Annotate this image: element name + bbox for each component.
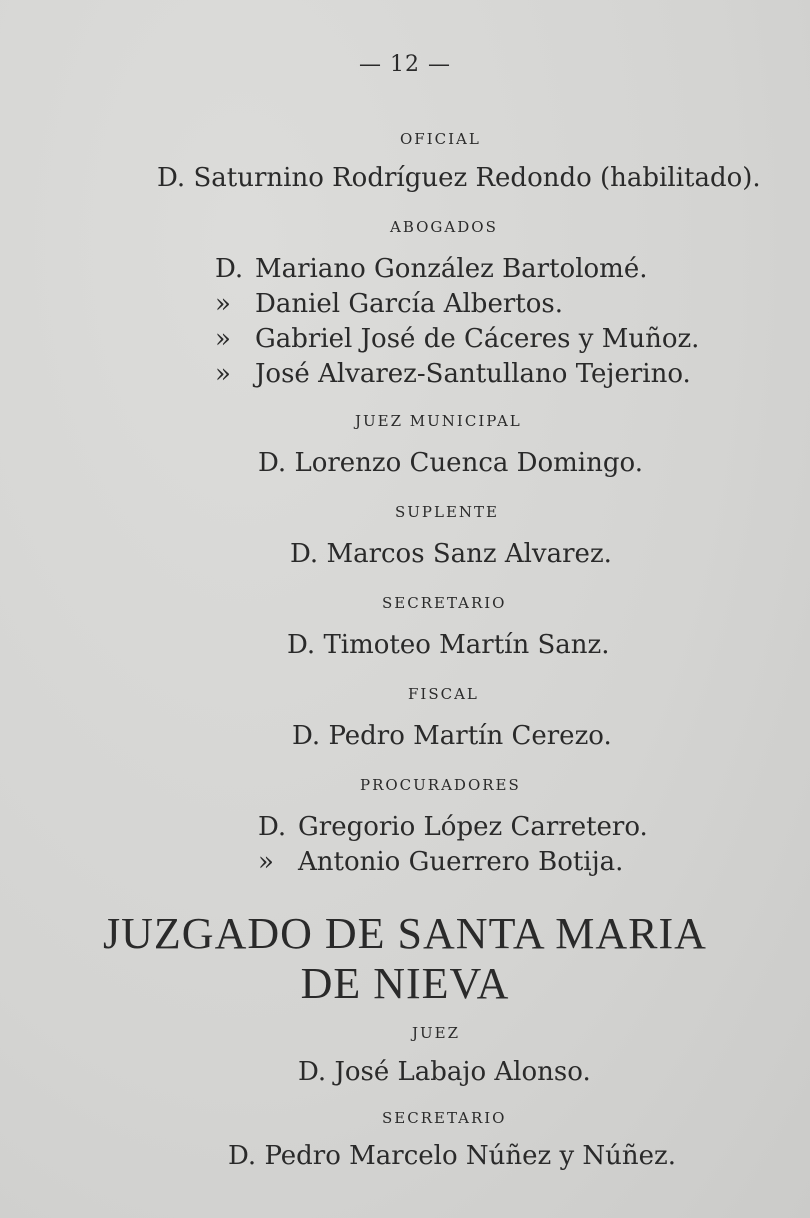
page-number: — 12 — — [359, 52, 451, 77]
ditto-mark: » — [215, 359, 231, 389]
section-heading-fiscal: FISCAL — [408, 685, 479, 703]
section-heading-oficial: OFICIAL — [400, 130, 481, 148]
entry-suplente: D. Marcos Sanz Alvarez. — [290, 539, 612, 569]
entry-abogado — [215, 324, 699, 354]
ditto-mark: » — [215, 289, 231, 319]
ditto-mark: » — [215, 324, 231, 354]
entry-name: Gabriel José de Cáceres y Muñoz. — [255, 324, 700, 354]
entry-abogado — [215, 359, 691, 389]
entry-oficial: D. Saturnino Rodríguez Redondo (habilitado). — [157, 163, 761, 193]
entry-fiscal: D. Pedro Martín Cerezo. — [292, 721, 612, 751]
entry-name: Antonio Guerrero Botija. — [298, 847, 624, 877]
entry-name: José Alvarez-Santullano Tejerino. — [255, 359, 691, 389]
section-heading-abogados: ABOGADOS — [390, 218, 498, 236]
entry-abogado — [215, 289, 563, 319]
entry-name: Daniel García Albertos. — [255, 289, 563, 319]
entry-secretario-court: D. Pedro Marcelo Núñez y Núñez. — [228, 1141, 677, 1171]
entry-procurador — [258, 812, 648, 842]
ditto-mark: » — [258, 847, 274, 877]
section-heading-suplente: SUPLENTE — [395, 503, 500, 521]
section-heading-secretario-court: SECRETARIO — [382, 1109, 507, 1127]
entry-prefix: D. — [258, 812, 287, 842]
entry-abogado — [215, 254, 647, 284]
court-title-line1: JUZGADO DE SANTA MARIA — [103, 909, 707, 958]
entry-name: Gregorio López Carretero. — [298, 812, 648, 842]
entry-prefix: D. — [215, 254, 244, 284]
entry-procurador — [258, 847, 623, 877]
section-heading-juez: JUEZ — [412, 1024, 461, 1042]
section-heading-procuradores: PROCURADORES — [360, 776, 521, 794]
section-heading-secretario: SECRETARIO — [382, 594, 507, 612]
entry-juez-municipal: D. Lorenzo Cuenca Domingo. — [258, 448, 643, 478]
court-title-line2: DE NIEVA — [300, 959, 510, 1008]
entry-secretario: D. Timoteo Martín Sanz. — [287, 630, 610, 660]
entry-name: Mariano González Bartolomé. — [255, 254, 648, 284]
entry-juez: D. José Labajo Alonso. — [298, 1057, 591, 1087]
section-heading-juez-municipal: JUEZ MUNICIPAL — [355, 412, 522, 430]
